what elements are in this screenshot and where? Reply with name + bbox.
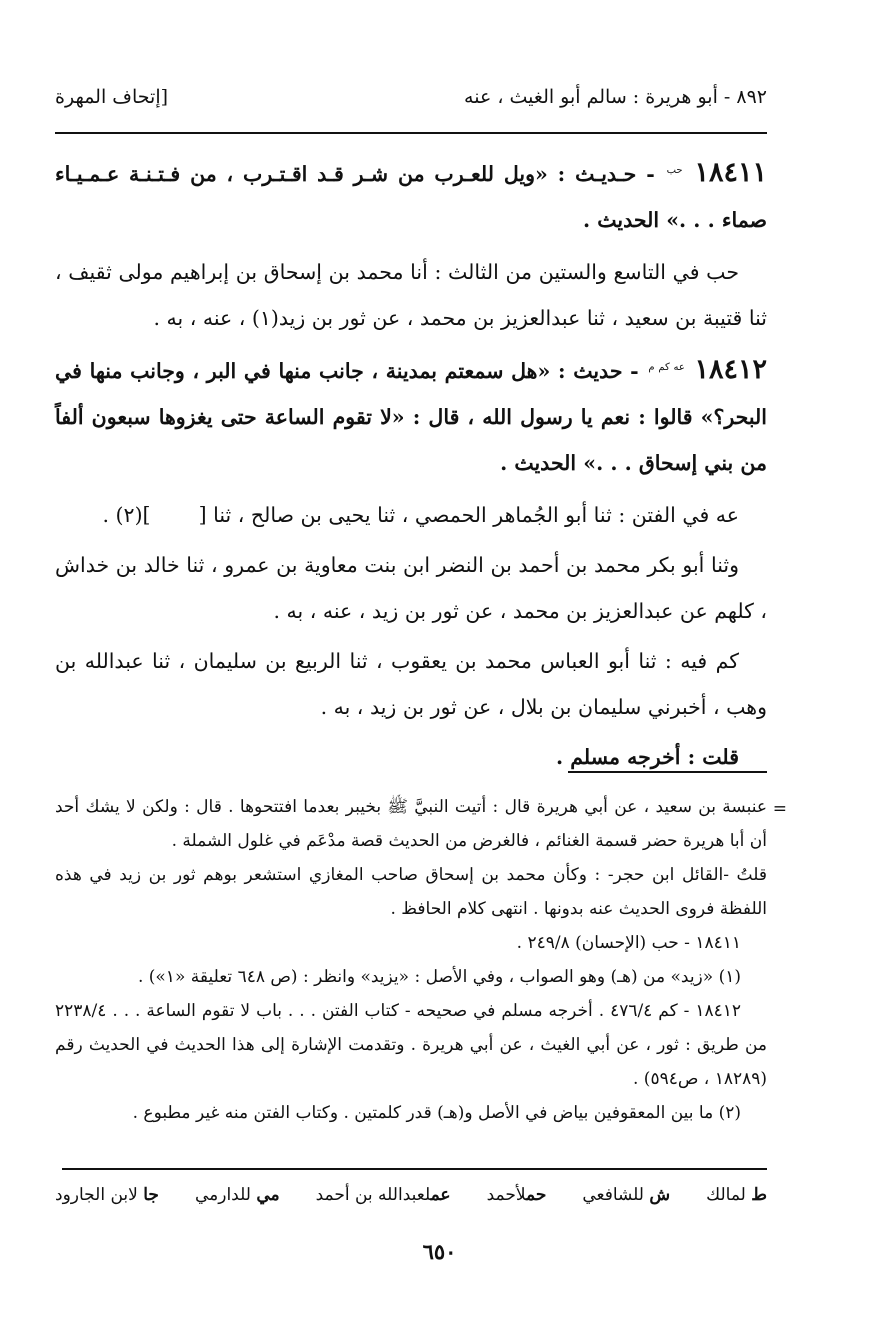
main-text <box>55 148 767 784</box>
legend-rule <box>62 1168 767 1170</box>
legend-item: ش للشافعي <box>582 1185 671 1205</box>
header-chapter-title: ٨٩٢ - أبو هريرة : سالم أبو الغيث ، عنه <box>464 86 767 108</box>
footnote-paragraph: (١) «زيد» من (هـ) وهو الصواب ، وفي الأصل : «يزيد» وانظر : (ص ٦٤٨ تعليقة «١») . <box>137 967 741 987</box>
hadith-entry-heading <box>55 345 767 486</box>
hadith-text: - حديث : «هل سمعتم بمدينة ، جانب منها في البر ، وجانب منها في البحر؟» قالوا : نعم يا رسول الله ، قال : «لا تقوم الساعة حتى يغزوها سبعون ألفاً من بني إسحاق . . .» الحديث . <box>55 358 767 475</box>
page-number: ٦٥٠ <box>422 1239 457 1264</box>
footnote-paragraph: قلتُ -القائل ابن حجر- : وكأن محمد بن إسحاق صاحب المغازي استشعر بوهم ثور بن زيد في هذه اللفظة فروى الحديث عنه بدونها . انتهى كلام الحافظ . <box>55 865 767 919</box>
sigla-legend <box>55 1185 767 1205</box>
footnote-paragraph: عنبسة بن سعيد ، عن أبي هريرة قال : أتيت النبيَّ ﷺ بخيبر بعدما افتتحوها . قال : ولكن لا يشك أحد أن أبا هريرة حضر قسمة الغنائم ، فالغرض من الحديث قصة مدْعَم في غلول الشملة . <box>55 797 767 851</box>
legend-item: عملعبدالله بن أحمد <box>315 1185 451 1205</box>
isnad-paragraph <box>55 492 767 538</box>
author-remark: قلت : أخرجه مسلم . <box>555 744 739 769</box>
header-book-title: [إتحاف المهرة <box>55 86 169 108</box>
footnote-paragraph: (٢) ما بين المعقوفين بياض في الأصل و(هـ) قدر كلمتين . وكتاب الفتن منه غير مطبوع . <box>132 1103 741 1123</box>
continuation-marker: = <box>772 799 787 819</box>
footnote-paragraph: ١٨٤١٢ - كم ٤٧٦/٤ . أخرجه مسلم في صحيحه - كتاب الفتن . . . باب لا تقوم الساعة . . . ٢٢٣٨/٤ من طريق : ثور ، عن أبي الغيث ، عن أبي هريرة . وتقدمت الإشارة إلى هذا الحديث في الحديث رقم (١٨٢٨٩ ، ص٥٩٤) . <box>55 1001 767 1089</box>
legend-item: مي للدارمي <box>194 1185 280 1205</box>
source-siglum: حب <box>666 165 683 176</box>
hadith-text: - حـديـث : «ويل للعـرب من شـر قـد اقـتـرب ، من فـتـنـة عـمـيـاء صماء . . .» الحديث . <box>55 161 767 232</box>
header-rule <box>55 132 767 134</box>
footnotes <box>55 790 787 1130</box>
footnote-paragraph: ١٨٤١١ - حب (الإحسان) ٢٤٩/٨ . <box>516 933 741 953</box>
isnad-paragraph: حب في التاسع والستين من الثالث : أنا محمد بن إسحاق بن إبراهيم مولى ثقيف ، ثنا قتيبة بن سعيد ، ثنا عبدالعزيز بن محمد ، عن ثور بن زيد(١) ، عنه ، به . <box>55 259 767 330</box>
legend-item: ط لمالك <box>706 1185 767 1205</box>
running-header <box>55 86 767 116</box>
hadith-entry-heading <box>55 148 767 243</box>
isnad-text-end: ](٢) . <box>102 502 151 527</box>
hadith-number: ١٨٤١٢ <box>694 353 768 385</box>
isnad-paragraph: وثنا أبو بكر محمد بن أحمد بن النضر ابن بنت معاوية بن عمرو ، ثنا خالد بن خداش ، كلهم عن عبدالعزيز بن محمد ، عن ثور بن زيد ، عنه ، به . <box>55 552 767 623</box>
hadith-number: ١٨٤١١ <box>694 156 768 188</box>
legend-item: جا لابن الجارود <box>55 1185 159 1205</box>
isnad-paragraph: كم فيه : ثنا أبو العباس محمد بن يعقوب ، ثنا الربيع بن سليمان ، ثنا عبدالله بن وهب ، أخبرني سليمان بن بلال ، عن ثور بن زيد ، به . <box>55 648 767 719</box>
isnad-text: عه في الفتن : ثنا أبو الجُماهر الحمصي ، ثنا يحيى بن صالح ، ثنا [ <box>198 502 739 527</box>
footnote-rule <box>568 771 767 773</box>
legend-item: حملأحمد <box>486 1185 547 1205</box>
source-siglum: عه كم م <box>648 361 685 373</box>
